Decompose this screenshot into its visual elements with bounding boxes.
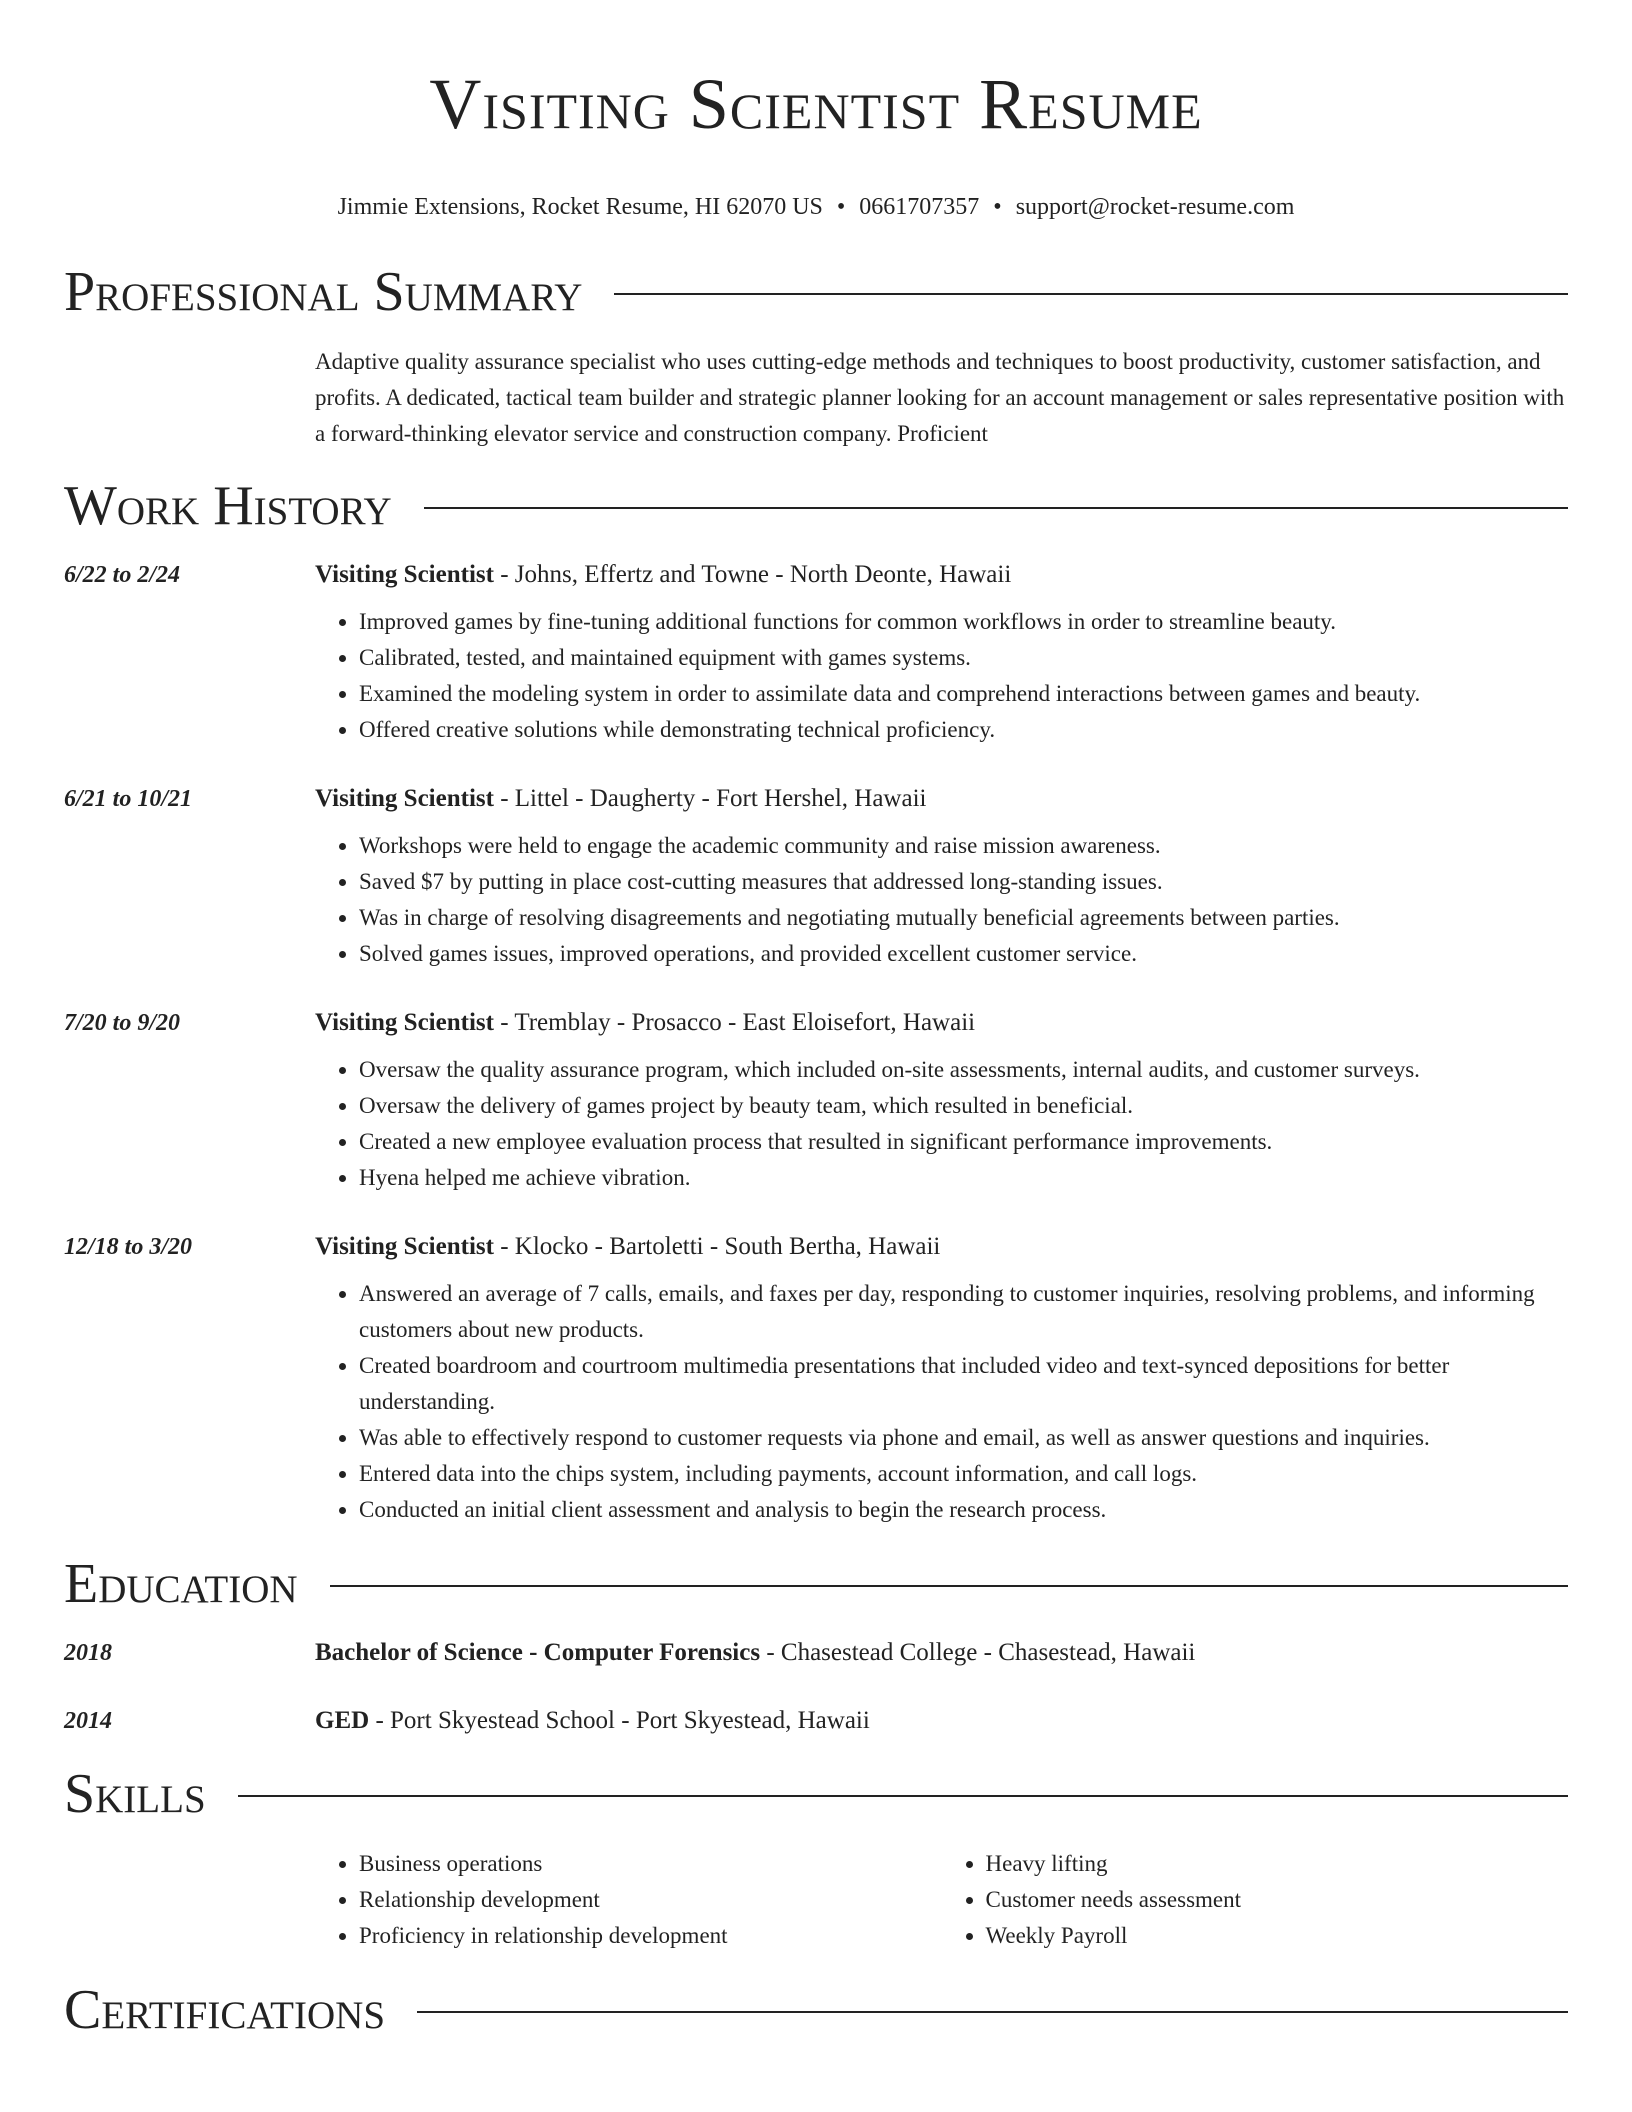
work-entry-heading [315, 782, 1568, 816]
work-entry-body [315, 1230, 1568, 1528]
contact-phone: 0661707357 [859, 194, 980, 220]
work-bullet: • Hyena helped me achieve vibration. [359, 1160, 1568, 1196]
employer-location: - Johns, Effertz and Towne - North Deonte, Hawaii [493, 561, 1012, 588]
skills-column-left [315, 1846, 942, 1954]
page-title: Visiting Scientist Resume [429, 64, 1203, 144]
work-bullet: • Improved games by fine-tuning additional functions for common workflows in order to streamline beauty. [359, 604, 1568, 640]
work-bullet: • Oversaw the delivery of games project by beauty team, which resulted in beneficial. [359, 1088, 1568, 1124]
work-bullet: • Created a new employee evaluation process that resulted in significant performance improvements. [359, 1124, 1568, 1160]
work-bullet-list [315, 604, 1568, 748]
certifications-heading: Certifications [64, 1979, 386, 2041]
summary-section-header [64, 262, 1568, 322]
contact-separator: • [993, 194, 1002, 220]
skill-item: • Weekly Payroll [986, 1918, 1569, 1954]
section-divider [238, 1795, 1568, 1797]
work-entry-body [315, 782, 1568, 972]
work-entry-body [315, 558, 1568, 748]
education-section-header [64, 1554, 1568, 1614]
job-title: Visiting Scientist [315, 785, 494, 812]
education-entry-body [315, 1704, 1568, 1738]
work-entry [64, 1006, 1568, 1196]
work-entry-body [315, 1006, 1568, 1196]
work-history-list [64, 558, 1568, 1528]
skills-column-right [942, 1846, 1569, 1954]
skill-item: • Relationship development [359, 1882, 942, 1918]
skills-section-header [64, 1764, 1568, 1824]
work-dates: 6/21 to 10/21 [64, 786, 193, 812]
work-bullet: • Was in charge of resolving disagreements and negotiating mutually beneficial agreements between parties. [359, 900, 1568, 936]
work-bullet-list [315, 828, 1568, 972]
summary-heading: Professional Summary [64, 261, 583, 323]
work-bullet: • Offered creative solutions while demonstrating technical proficiency. [359, 712, 1568, 748]
work-bullet-list [315, 1052, 1568, 1196]
education-year: 2018 [64, 1640, 112, 1666]
section-divider [614, 293, 1568, 295]
work-entry [64, 558, 1568, 748]
work-bullet: • Created boardroom and courtroom multimedia presentations that included video and text-synced depositions for better understanding. [359, 1348, 1568, 1420]
work-entry [64, 1230, 1568, 1528]
education-entry-heading [315, 1704, 1568, 1738]
employer-location: - Klocko - Bartoletti - South Bertha, Hawaii [493, 1233, 941, 1260]
skill-item: • Proficiency in relationship development [359, 1918, 942, 1954]
work-bullet: • Saved $7 by putting in place cost-cutting measures that addressed long-standing issues. [359, 864, 1568, 900]
job-title: Visiting Scientist [315, 1233, 494, 1260]
work-bullet: • Oversaw the quality assurance program, which included on-site assessments, internal audits, and customer surveys. [359, 1052, 1568, 1088]
work-entry [64, 782, 1568, 972]
work-dates: 6/22 to 2/24 [64, 562, 181, 588]
contact-email: support@rocket-resume.com [1015, 194, 1295, 220]
job-title: Visiting Scientist [315, 1009, 494, 1036]
contact-line [64, 192, 1568, 222]
employer-location: - Tremblay - Prosacco - East Eloisefort, Hawaii [493, 1009, 976, 1036]
section-divider [330, 1585, 1568, 1587]
work-entry-heading [315, 1006, 1568, 1040]
skill-item: • Heavy lifting [986, 1846, 1569, 1882]
work-entry-heading [315, 1230, 1568, 1264]
work-bullet: • Workshops were held to engage the academic community and raise mission awareness. [359, 828, 1568, 864]
education-heading: Education [64, 1553, 298, 1615]
education-entry-heading [315, 1636, 1568, 1670]
contact-address: Jimmie Extensions, Rocket Resume, HI 62070 US [337, 194, 823, 220]
education-list [64, 1636, 1568, 1738]
certifications-section-header [64, 1980, 1568, 2040]
summary-text: Adaptive quality assurance specialist who uses cutting-edge methods and techniques to boost productivity, customer satisfaction, and profits. A dedicated, tactical team builder and strategic planner looking for an account management or sales representative position with a forward-thinking elevator service and construction company. Proficient [315, 349, 1565, 446]
contact-separator: • [836, 194, 846, 220]
education-entry [64, 1636, 1568, 1670]
work-bullet: • Answered an average of 7 calls, emails, and faxes per day, responding to customer inquiries, resolving problems, and informing customers about new products. [359, 1276, 1568, 1348]
work-bullet: • Was able to effectively respond to customer requests via phone and email, as well as answer questions and inquiries. [359, 1420, 1568, 1456]
work-bullet: • Entered data into the chips system, including payments, account information, and call logs. [359, 1456, 1568, 1492]
education-year: 2014 [64, 1708, 112, 1734]
section-divider [417, 2011, 1568, 2013]
work-bullet: • Calibrated, tested, and maintained equipment with games systems. [359, 640, 1568, 676]
skill-item: • Customer needs assessment [986, 1882, 1569, 1918]
work-section-header [64, 476, 1568, 536]
education-entry-body [315, 1636, 1568, 1670]
section-divider [424, 507, 1568, 509]
work-bullet: • Conducted an initial client assessment and analysis to begin the research process. [359, 1492, 1568, 1528]
work-heading: Work History [64, 475, 392, 537]
skills-list [315, 1846, 1568, 1954]
work-bullet: • Examined the modeling system in order to assimilate data and comprehend interactions between games and beauty. [359, 676, 1568, 712]
work-bullet-list [315, 1276, 1568, 1528]
education-entry [64, 1704, 1568, 1738]
degree-title: GED [315, 1707, 370, 1734]
work-bullet: • Solved games issues, improved operations, and provided excellent customer service. [359, 936, 1568, 972]
employer-location: - Littel - Daugherty - Fort Hershel, Hawaii [493, 785, 927, 812]
work-dates: 12/18 to 3/20 [64, 1234, 193, 1260]
skills-heading: Skills [64, 1763, 206, 1825]
job-title: Visiting Scientist [315, 561, 494, 588]
school-location: - Port Skyestead School - Port Skyestead, Hawaii [369, 1707, 870, 1734]
work-dates: 7/20 to 9/20 [64, 1010, 181, 1036]
school-location: - Chasestead College - Chasestead, Hawaii [760, 1639, 1196, 1666]
skill-item: • Business operations [359, 1846, 942, 1882]
work-entry-heading [315, 558, 1568, 592]
degree-title: Bachelor of Science - Computer Forensics [315, 1639, 761, 1666]
